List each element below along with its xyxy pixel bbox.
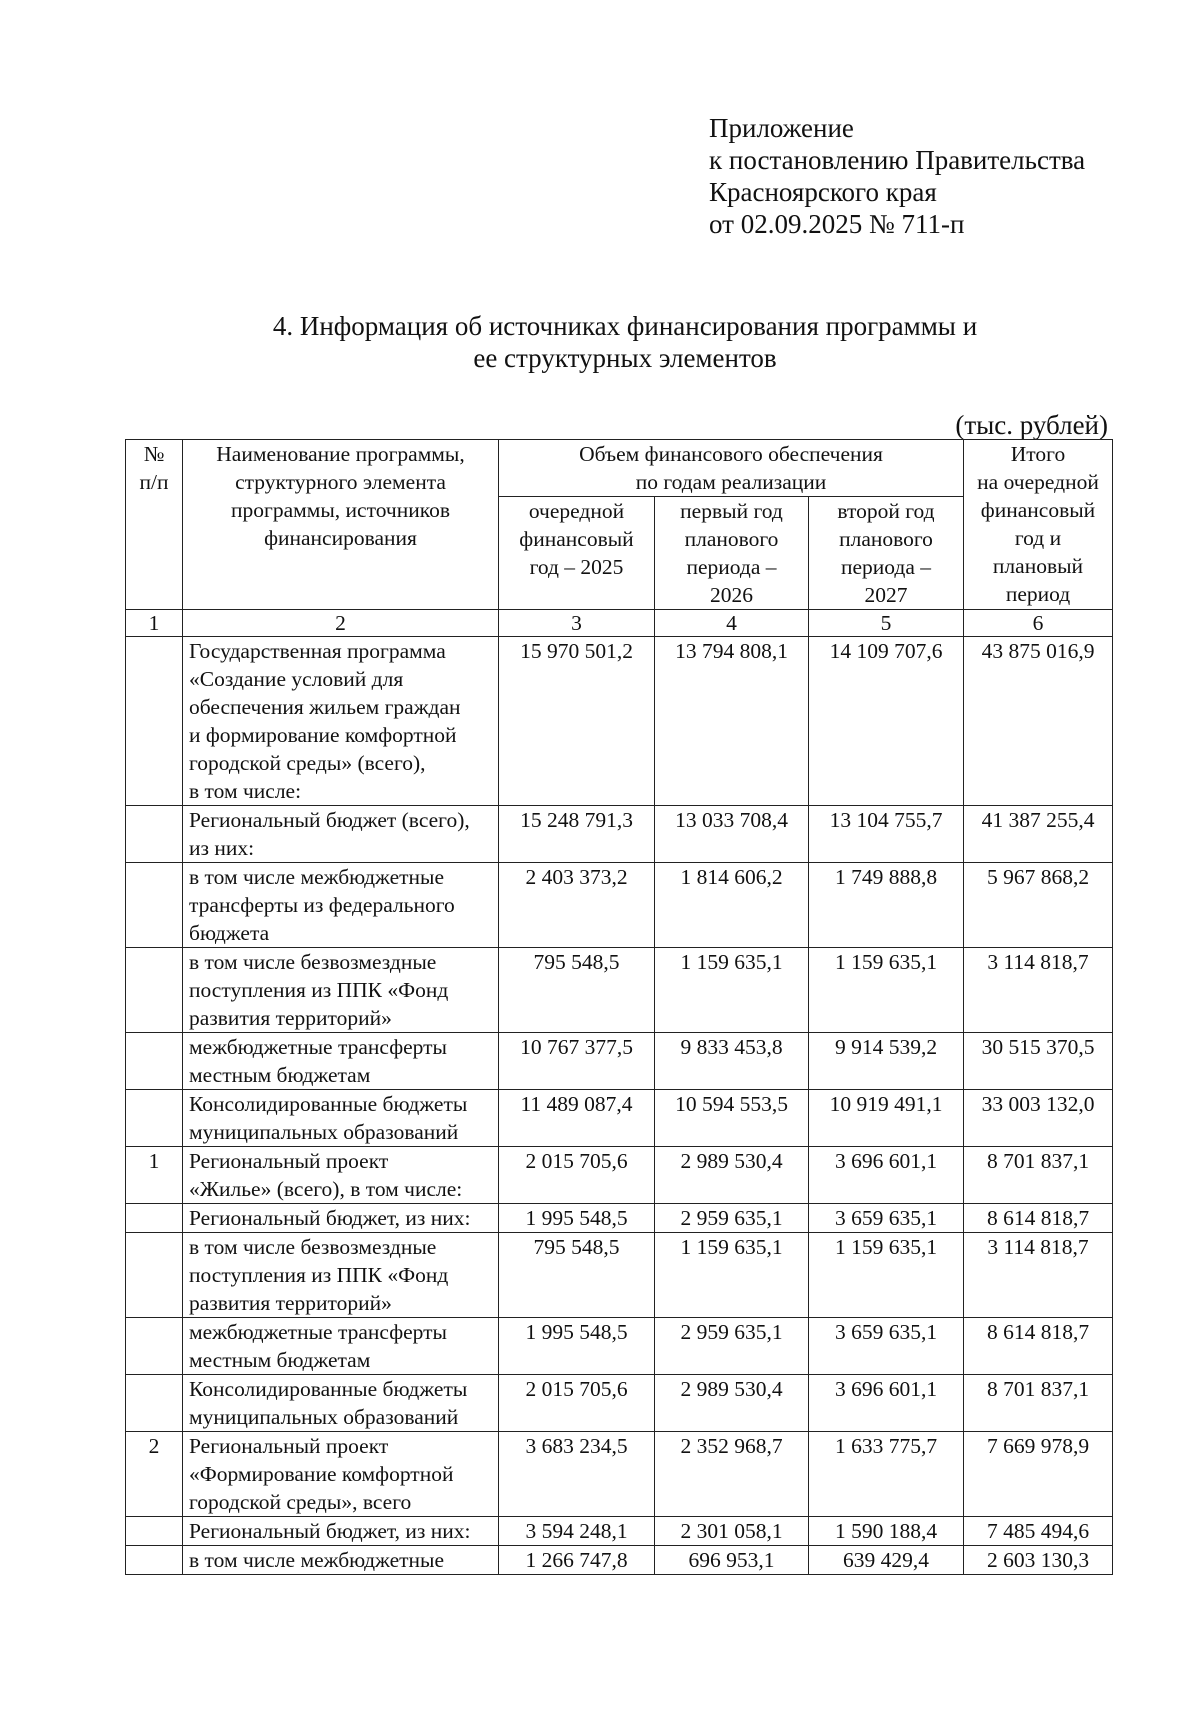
header-total [964, 440, 1113, 610]
header-year-2026 [655, 497, 809, 610]
row-name-line: «Жилье» (всего), в том числе: [189, 1177, 463, 1201]
value-cell: 33 003 132,0 [964, 1090, 1113, 1147]
value-cell: 13 794 808,1 [655, 637, 809, 806]
value-cell: 3 659 635,1 [809, 1204, 964, 1233]
table-row [126, 948, 1113, 1033]
header-text: по годам реализации [635, 470, 827, 494]
value-cell: 7 485 494,6 [964, 1517, 1113, 1546]
value-cell: 1 590 188,4 [809, 1517, 964, 1546]
value-cell: 13 033 708,4 [655, 806, 809, 863]
header-text: второй год [837, 499, 935, 523]
row-name-cell [183, 1233, 499, 1318]
header-text: финансовый [519, 527, 634, 551]
value-cell: 3 659 635,1 [809, 1318, 964, 1375]
table-row [126, 637, 1113, 806]
header-row [126, 440, 1113, 497]
value-cell: 13 104 755,7 [809, 806, 964, 863]
row-name-cell [183, 863, 499, 948]
value-cell: 2 959 635,1 [655, 1318, 809, 1375]
row-name-line: межбюджетные трансферты [189, 1320, 447, 1344]
value-cell: 14 109 707,6 [809, 637, 964, 806]
row-number-cell: 1 [126, 1147, 183, 1204]
value-cell: 2 989 530,4 [655, 1375, 809, 1432]
column-number: 3 [499, 610, 655, 637]
value-cell: 1 159 635,1 [809, 1233, 964, 1318]
header-text: Наименование программы, [216, 442, 465, 466]
value-cell: 2 352 968,7 [655, 1432, 809, 1517]
row-name-line: бюджета [189, 921, 270, 945]
table-row [126, 863, 1113, 948]
row-name-line: Региональный бюджет, из них: [189, 1206, 471, 1230]
header-text: год – 2025 [529, 555, 624, 579]
header-text: плановый [992, 554, 1084, 578]
header-no [126, 440, 183, 610]
value-cell: 3 114 818,7 [964, 948, 1113, 1033]
value-cell: 2 015 705,6 [499, 1375, 655, 1432]
row-name-line: Региональный бюджет (всего), [189, 808, 470, 832]
row-number-cell [126, 637, 183, 806]
row-name-line: «Создание условий для [189, 667, 404, 691]
row-name-line: поступления из ППК «Фонд [189, 978, 449, 1002]
value-cell: 1 633 775,7 [809, 1432, 964, 1517]
value-cell: 10 767 377,5 [499, 1033, 655, 1090]
table-row [126, 1318, 1113, 1375]
value-cell: 41 387 255,4 [964, 806, 1113, 863]
value-cell: 1 995 548,5 [499, 1318, 655, 1375]
row-name-cell [183, 806, 499, 863]
table-row [126, 1033, 1113, 1090]
row-number-cell [126, 1033, 183, 1090]
value-cell: 30 515 370,5 [964, 1033, 1113, 1090]
row-name-line: развития территорий» [189, 1006, 392, 1030]
row-name-cell [183, 1517, 499, 1546]
row-name-cell [183, 1318, 499, 1375]
row-name-cell [183, 1375, 499, 1432]
value-cell: 696 953,1 [655, 1546, 809, 1575]
row-number-cell [126, 1318, 183, 1375]
header-volume [499, 440, 964, 497]
header-text: планового [839, 527, 933, 551]
row-name-line: Региональный бюджет, из них: [189, 1519, 471, 1543]
row-name-line: городской среды», всего [189, 1490, 412, 1514]
value-cell: 8 701 837,1 [964, 1375, 1113, 1432]
table-row [126, 1546, 1113, 1575]
row-name-cell [183, 1432, 499, 1517]
heading-line: 4. Информация об источниках финансирования программы и [272, 311, 978, 341]
row-name-line: муниципальных образований [189, 1120, 459, 1144]
header-text: 2026 [710, 583, 753, 607]
appendix-line: от 02.09.2025 № 711-п [709, 209, 965, 239]
row-name-line: Консолидированные бюджеты [189, 1092, 468, 1116]
header-year-2025 [499, 497, 655, 610]
row-name-line: в том числе межбюджетные [189, 1548, 445, 1572]
row-name-line: обеспечения жильем граждан [189, 695, 461, 719]
value-cell: 15 248 791,3 [499, 806, 655, 863]
header-text: период [1005, 582, 1071, 606]
row-name-line: Региональный проект [189, 1149, 389, 1173]
row-number-cell [126, 1517, 183, 1546]
row-name-line: в том числе: [189, 779, 302, 803]
value-cell: 7 669 978,9 [964, 1432, 1113, 1517]
row-name-line: в том числе безвозмездные [189, 1235, 437, 1259]
value-cell: 3 696 601,1 [809, 1375, 964, 1432]
row-name-line: и формирование комфортной [189, 723, 457, 747]
value-cell: 2 959 635,1 [655, 1204, 809, 1233]
row-number-cell [126, 1204, 183, 1233]
header-text: Объем финансового обеспечения [579, 442, 883, 466]
header-text: программы, источников [231, 498, 450, 522]
column-number: 6 [964, 610, 1113, 637]
value-cell: 795 548,5 [499, 948, 655, 1033]
column-number: 5 [809, 610, 964, 637]
value-cell: 15 970 501,2 [499, 637, 655, 806]
value-cell: 1 159 635,1 [655, 1233, 809, 1318]
row-name-cell [183, 1090, 499, 1147]
value-cell: 2 989 530,4 [655, 1147, 809, 1204]
table-row [126, 1147, 1113, 1204]
row-name-cell [183, 1204, 499, 1233]
column-number-row [126, 610, 1113, 637]
value-cell: 10 919 491,1 [809, 1090, 964, 1147]
row-name-line: местным бюджетам [189, 1063, 371, 1087]
row-name-line: «Формирование комфортной [189, 1462, 454, 1486]
row-name-line: муниципальных образований [189, 1405, 459, 1429]
value-cell: 9 914 539,2 [809, 1033, 964, 1090]
value-cell: 1 995 548,5 [499, 1204, 655, 1233]
table-row [126, 1517, 1113, 1546]
row-name-line: межбюджетные трансферты [189, 1035, 447, 1059]
row-number-cell [126, 1090, 183, 1147]
row-name-line: поступления из ППК «Фонд [189, 1263, 449, 1287]
row-name-cell [183, 637, 499, 806]
value-cell: 9 833 453,8 [655, 1033, 809, 1090]
value-cell: 3 114 818,7 [964, 1233, 1113, 1318]
row-name-line: Региональный проект [189, 1434, 389, 1458]
header-text: финансовый [980, 498, 1096, 522]
value-cell: 1 159 635,1 [809, 948, 964, 1033]
row-name-cell [183, 1546, 499, 1575]
row-name-line: трансферты из федерального [189, 893, 455, 917]
value-cell: 2 015 705,6 [499, 1147, 655, 1204]
row-name-cell [183, 1147, 499, 1204]
value-cell: 1 814 606,2 [655, 863, 809, 948]
value-cell: 5 967 868,2 [964, 863, 1113, 948]
row-name-line: Консолидированные бюджеты [189, 1377, 468, 1401]
appendix-line: Приложение [709, 113, 854, 143]
row-name-line: в том числе безвозмездные [189, 950, 437, 974]
section-heading [0, 310, 1200, 374]
row-name-line: из них: [189, 836, 255, 860]
table-body [126, 440, 1113, 1575]
header-text: периода – [840, 555, 932, 579]
units-label: (тыс. рублей) [955, 410, 1108, 440]
header-year-2027 [809, 497, 964, 610]
header-text: очередной [528, 499, 625, 523]
row-name-line: развития территорий» [189, 1291, 392, 1315]
row-name-line: местным бюджетам [189, 1348, 371, 1372]
value-cell: 8 614 818,7 [964, 1318, 1113, 1375]
header-text: п/п [139, 470, 169, 494]
value-cell: 2 603 130,3 [964, 1546, 1113, 1575]
appendix-block [709, 112, 1085, 240]
table-row [126, 1432, 1113, 1517]
row-name-line: городской среды» (всего), [189, 751, 426, 775]
row-number-cell [126, 1546, 183, 1575]
header-text: 2027 [864, 583, 908, 607]
value-cell: 2 403 373,2 [499, 863, 655, 948]
row-name-line: в том числе межбюджетные [189, 865, 445, 889]
row-name-line: Государственная программа [189, 639, 446, 663]
value-cell: 8 701 837,1 [964, 1147, 1113, 1204]
column-number: 2 [183, 610, 499, 637]
value-cell: 3 683 234,5 [499, 1432, 655, 1517]
value-cell: 8 614 818,7 [964, 1204, 1113, 1233]
value-cell: 11 489 087,4 [499, 1090, 655, 1147]
table-row [126, 1375, 1113, 1432]
header-text: структурного элемента [235, 470, 446, 494]
header-text: первый год [680, 499, 783, 523]
row-number-cell [126, 863, 183, 948]
value-cell: 1 159 635,1 [655, 948, 809, 1033]
header-text: год и [1014, 526, 1062, 550]
financing-table [125, 439, 1113, 1575]
row-number-cell [126, 948, 183, 1033]
header-text: на очередной [977, 470, 1099, 494]
row-number-cell [126, 1375, 183, 1432]
value-cell: 2 301 058,1 [655, 1517, 809, 1546]
header-text: планового [684, 527, 779, 551]
row-name-cell [183, 1033, 499, 1090]
appendix-line: Красноярского края [709, 177, 937, 207]
row-number-cell [126, 1233, 183, 1318]
value-cell: 1 749 888,8 [809, 863, 964, 948]
value-cell: 795 548,5 [499, 1233, 655, 1318]
row-name-cell [183, 948, 499, 1033]
header-text: Итого [1010, 442, 1066, 466]
header-text: финансирования [264, 526, 417, 550]
heading-line: ее структурных элементов [473, 343, 777, 373]
table-row [126, 1204, 1113, 1233]
value-cell: 1 266 747,8 [499, 1546, 655, 1575]
column-number: 4 [655, 610, 809, 637]
row-number-cell: 2 [126, 1432, 183, 1517]
table-row [126, 806, 1113, 863]
value-cell: 10 594 553,5 [655, 1090, 809, 1147]
value-cell: 3 594 248,1 [499, 1517, 655, 1546]
value-cell: 639 429,4 [809, 1546, 964, 1575]
table-row [126, 1090, 1113, 1147]
appendix-line: к постановлению Правительства [709, 145, 1086, 175]
value-cell: 43 875 016,9 [964, 637, 1113, 806]
value-cell: 3 696 601,1 [809, 1147, 964, 1204]
column-number: 1 [126, 610, 183, 637]
row-number-cell [126, 806, 183, 863]
header-name [183, 440, 499, 610]
header-text: периода – [686, 555, 777, 579]
header-text: № [143, 442, 165, 466]
table-row [126, 1233, 1113, 1318]
